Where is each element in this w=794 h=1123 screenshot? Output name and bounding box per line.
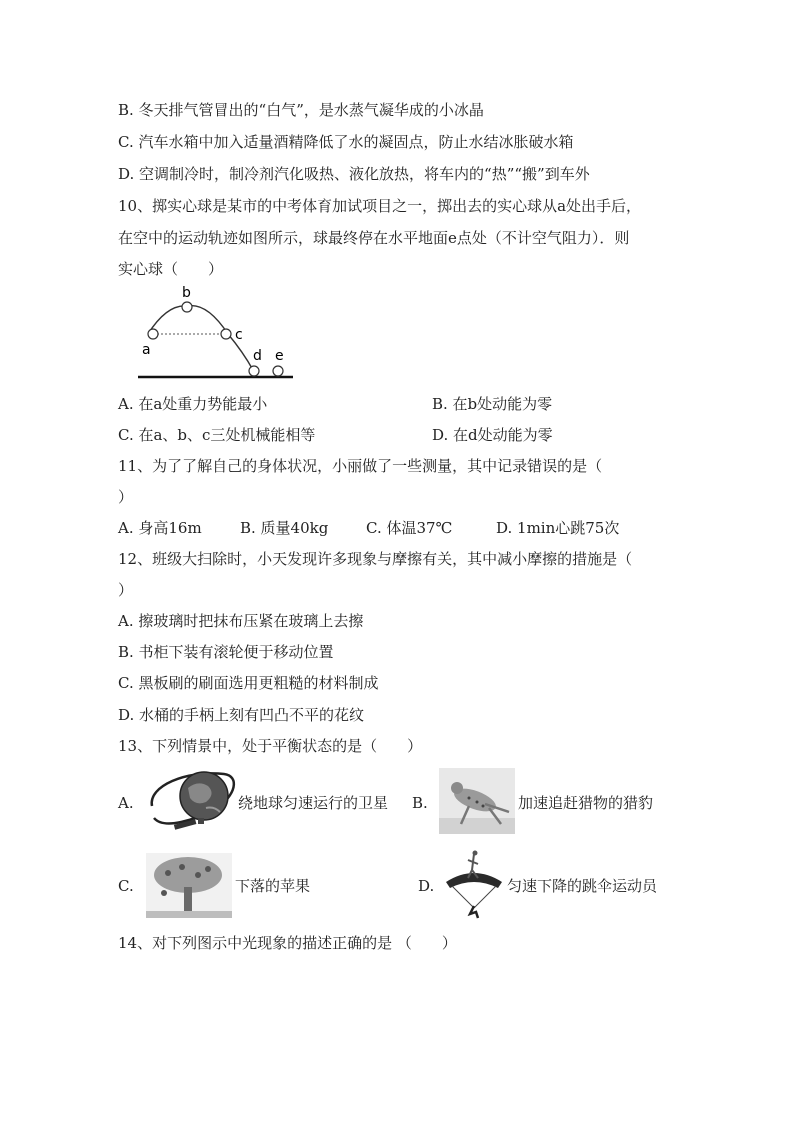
label-b: b [182, 285, 191, 301]
q12-option-b: B. 书柜下装有滚轮便于移动位置 [118, 643, 334, 661]
ball-c [221, 329, 231, 339]
q11-option-b: B. 质量40kg [240, 519, 329, 537]
trajectory-diagram [135, 282, 300, 384]
q10-option-a: A. 在a处重力势能最小 [118, 395, 268, 413]
parachute-canopy [446, 873, 502, 888]
q13-option-b-letter: B. [412, 794, 428, 812]
q9-option-c: C. 汽车水箱中加入适量酒精降低了水的凝固点，防止水结冰胀破水箱 [118, 133, 574, 151]
falling-apple [161, 890, 167, 896]
ball-d [249, 366, 259, 376]
q12-option-c: C. 黑板刷的刷面选用更粗糙的材料制成 [118, 674, 379, 692]
q10-option-b: B. 在b处动能为零 [432, 395, 553, 413]
q10-stem-line-1: 10、掷实心球是某市的中考体育加试项目之一，掷出去的实心球从a处出手后， [118, 197, 642, 215]
q11-stem-line-1: 11、为了了解自己的身体状况，小丽做了一些测量，其中记录错误的是（ [118, 457, 603, 475]
q12-stem-line-1: 12、班级大扫除时，小天发现许多现象与摩擦有关，其中减小摩擦的措施是（ [118, 550, 633, 568]
label-d: d [253, 348, 262, 364]
cheetah-image [439, 768, 515, 834]
q13-option-d-letter: D. [418, 877, 435, 895]
label-a: a [142, 342, 151, 358]
q10-stem-line-3: 实心球（ ） [118, 260, 224, 278]
q13-option-d-text: 匀速下降的跳伞运动员 [507, 877, 658, 895]
q12-option-d: D. 水桶的手柄上刻有凹凸不平的花纹 [118, 706, 365, 724]
q11-option-c: C. 体温37℃ [366, 519, 453, 537]
q9-option-d: D. 空调制冷时，制冷剂汽化吸热、液化放热，将车内的“热”“搬”到车外 [118, 165, 590, 183]
parachutist-image [442, 850, 506, 920]
ball-a [148, 329, 158, 339]
q12-stem-line-2: ） [118, 581, 134, 599]
satellite-earth-image [146, 766, 238, 834]
q12-option-a: A. 擦玻璃时把抹布压紧在玻璃上去擦 [118, 612, 364, 630]
q11-option-a: A. 身高16m [118, 519, 202, 537]
q10-option-d: D. 在d处动能为零 [432, 426, 553, 444]
q13-option-c-letter: C. [118, 877, 134, 895]
q11-stem-line-2: ） [118, 488, 134, 506]
q14-stem: 14、对下列图示中光现象的描述正确的是 （ ） [118, 934, 457, 952]
q13-option-b-text: 加速追赶猎物的猎豹 [518, 794, 654, 812]
q13-stem: 13、下列情景中，处于平衡状态的是（ ） [118, 737, 423, 755]
label-e: e [275, 348, 284, 364]
q13-option-a-letter: A. [118, 794, 134, 812]
tree-trunk [184, 887, 192, 913]
q10-option-c: C. 在a、b、c三处机械能相等 [118, 426, 316, 444]
q13-option-c-text: 下落的苹果 [235, 877, 311, 895]
q9-option-b: B. 冬天排气管冒出的“白气”，是水蒸气凝华成的小冰晶 [118, 101, 484, 119]
q10-stem-line-2: 在空中的运动轨迹如图所示，球最终停在水平地面e点处（不计空气阻力）．则 [118, 229, 630, 247]
q13-option-a-text: 绕地球匀速运行的卫星 [238, 794, 389, 812]
label-c: c [235, 327, 243, 343]
apple-tree-image [146, 853, 232, 918]
ball-e [273, 366, 283, 376]
ball-b [182, 302, 192, 312]
q11-option-d: D. 1min心跳75次 [496, 519, 620, 537]
